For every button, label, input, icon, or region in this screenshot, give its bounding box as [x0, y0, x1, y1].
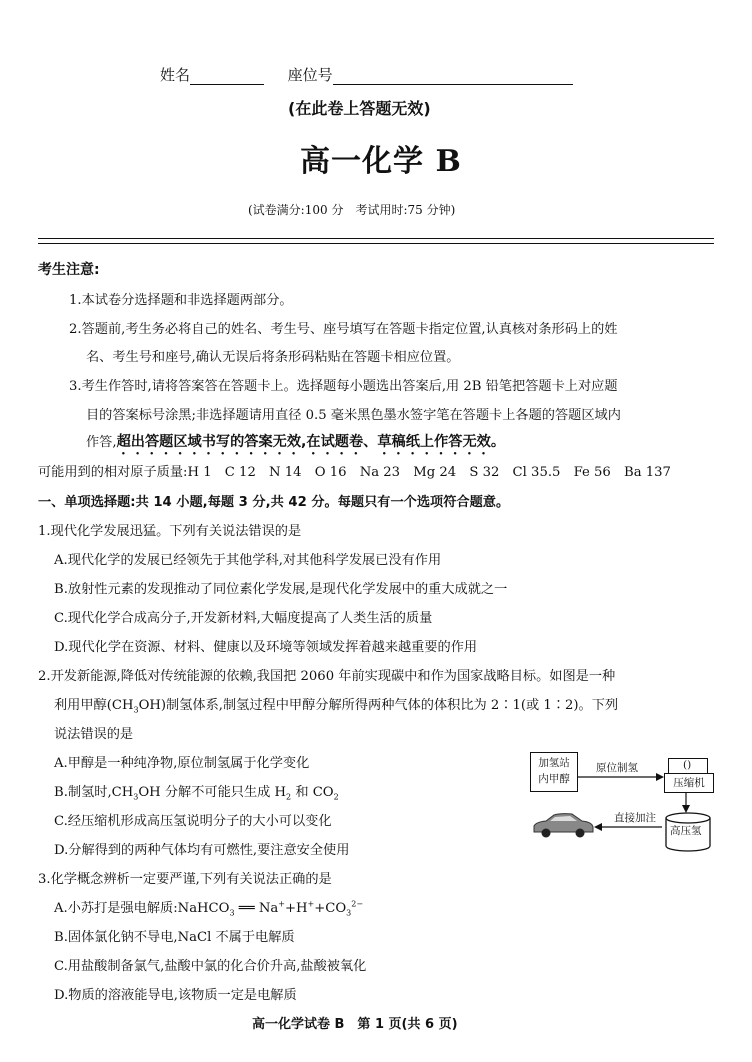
invalid-note: (在此卷上答题无效) [288, 99, 431, 118]
page-title: 高一化学 B [300, 144, 462, 179]
q3-a-eq: ══ Na [234, 901, 279, 916]
direct-fill-label: 直接加注 [614, 812, 656, 824]
q1-option-b: B.放射性元素的发现推动了同位素化学发展,是现代化学发展中的重大成就之一 [54, 582, 508, 597]
q2-option-d: D.分解得到的两种气体均有可燃性,要注意安全使用 [54, 843, 350, 858]
q3-a-sub2: 3 [346, 908, 352, 918]
q3-option-c: C.用盐酸制备氯气,盐酸中氯的化合价升高,盐酸被氧化 [54, 959, 367, 974]
q2-stem-sub: 3 [133, 705, 139, 715]
methanol-station-box [530, 752, 578, 792]
station-line-1: 加氢站 [538, 757, 570, 769]
q2-stem-line-2-post: OH)制氢体系,制氢过程中甲醇分解所得两种气体的体积比为 2∶1(或 1∶2)。下列 [138, 698, 619, 713]
q3-option-d: D.物质的溶液能导电,该物质一定是电解质 [54, 988, 297, 1003]
seat-label: 座位号 [287, 66, 333, 84]
q3-option-a [54, 897, 363, 918]
high-pressure-label: 高压氢 [670, 825, 702, 837]
q3-a-sup3: 2− [351, 899, 364, 909]
q2-option-a: A.甲醇是一种纯净物,原位制氢属于化学变化 [54, 756, 310, 771]
q2-stem-line-3: 说法错误的是 [54, 727, 134, 742]
seat-blank [333, 68, 573, 85]
q3-a-pre: A.小苏打是强电解质:NaHCO [54, 901, 230, 916]
notice-item-2-line-1: 2.答题前,考生务必将自己的姓名、考生号、座号填写在答题卡指定位置,认真核对条形码上的姓 [69, 322, 618, 337]
compressor-gauge-icon: () [683, 759, 692, 771]
notice-item-1: 1.本试卷分选择题和非选择题两部分。 [69, 293, 293, 308]
q2-stem-line-2-pre: 利用甲醇(CH [54, 698, 134, 713]
q3-a-mid2: +CO [314, 901, 347, 916]
q1-option-a: A.现代化学的发展已经领先于其他学科,对其他科学发展已没有作用 [54, 553, 442, 568]
q3-a-sup1: + [278, 899, 285, 909]
direct-fill-arrow [594, 822, 664, 834]
q1-option-d: D.现代化学在资源、材料、健康以及环境等领域发挥着越来越重要的作用 [54, 640, 478, 655]
exam-info: (试卷满分:100 分 考试用时:75 分钟) [248, 203, 456, 217]
notice-item-3-line-3 [86, 431, 505, 458]
station-line-2: 内甲醇 [538, 773, 570, 785]
name-field [160, 64, 573, 85]
q2-b-pre: B.制氢时,CH [54, 785, 134, 800]
page-footer: 高一化学试卷 B 第 1 页(共 6 页) [252, 1017, 458, 1032]
notice-item-3-line-2: 目的答案标号涂黑;非选择题请用直径 0.5 毫米黑色墨水签字笔在答题卡上各题的答题区域内 [86, 408, 621, 423]
car-icon [530, 812, 596, 840]
notice-item-2-line-2: 名、考生号和座号,确认无误后将条形码粘贴在答题卡相应位置。 [86, 350, 460, 365]
section-1-heading: 一、单项选择题:共 14 小题,每题 3 分,共 42 分。每题只有一个选项符合题意。 [38, 495, 510, 510]
down-arrow [680, 792, 692, 814]
q2-option-c: C.经压缩机形成高压氢说明分子的大小可以变化 [54, 814, 332, 829]
q2-stem-line-1: 2.开发新能源,降低对传统能源的依赖,我国把 2060 年前实现碳中和作为国家战略目标。如图是一种 [38, 669, 616, 684]
q3-a-sup2: + [307, 899, 315, 909]
q2-option-b [54, 781, 339, 802]
q2-b-sub3: 2 [333, 792, 339, 802]
notice-heading: 考生注意: [38, 262, 100, 278]
divider-top [38, 238, 714, 239]
notice-emphasis: 超出答题区域书写的答案无效,在试题卷、草稿纸上作答无效。 [116, 434, 506, 450]
q2-b-mid: OH 分解不可能只生成 H [138, 785, 287, 800]
name-label: 姓名 [160, 66, 191, 84]
q3-option-b: B.固体氯化钠不导电,NaCl 不属于电解质 [54, 930, 295, 945]
q3-a-mid: +H [284, 901, 308, 916]
insitu-label: 原位制氢 [596, 762, 638, 774]
notice-item-3-line-1: 3.考生作答时,请将答案答在答题卡上。选择题每小题选出答案后,用 2B 铅笔把答题卡上对应题 [69, 379, 618, 394]
notice-item-3-prefix: 作答, [86, 435, 117, 450]
q3-a-sub: 3 [229, 908, 235, 918]
q2-stem-line-2 [54, 694, 618, 715]
q1-stem: 1.现代化学发展迅猛。下列有关说法错误的是 [38, 524, 302, 539]
name-blank [190, 68, 264, 85]
q2-b-sub2: 2 [286, 792, 292, 802]
q1-option-c: C.现代化学合成高分子,开发新材料,大幅度提高了人类生活的质量 [54, 611, 433, 626]
divider-bottom [38, 243, 714, 244]
q2-b-mid2: 和 CO [291, 785, 334, 800]
compressor-box: 压缩机 [664, 773, 714, 793]
q3-stem: 3.化学概念辨析一定要严谨,下列有关说法正确的是 [38, 872, 332, 887]
atomic-masses: 可能用到的相对原子质量:H 1 C 12 N 14 O 16 Na 23 Mg 24 S 32 Cl 35.5 Fe 56 Ba 137 [38, 465, 671, 480]
insitu-arrow [578, 772, 666, 784]
q2-b-sub: 3 [133, 792, 139, 802]
